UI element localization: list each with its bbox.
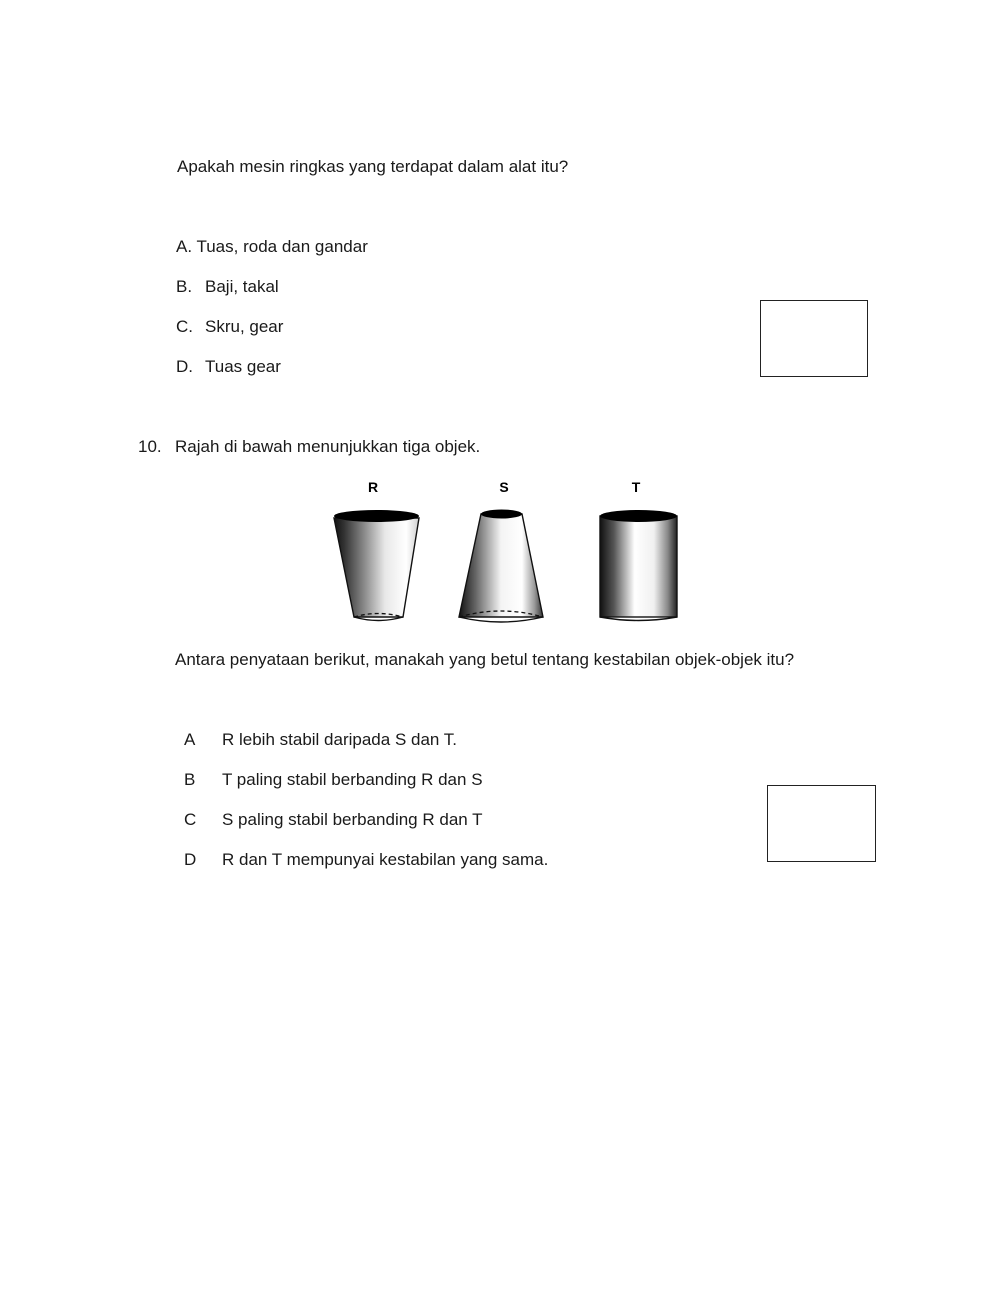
q10-answer-box[interactable] [767, 785, 876, 862]
q9-answer-box[interactable] [760, 300, 868, 377]
q10-question: Antara penyataan berikut, manakah yang betul tentang kestabilan objek-objek itu? [175, 650, 795, 669]
object-s-cone [459, 510, 543, 623]
q10-option-a-letter: A [184, 730, 196, 749]
q10-option-d-letter: D [184, 850, 197, 869]
q9-option-a: A. Tuas, roda dan gandar [176, 237, 368, 256]
q10-option-b-letter: B [184, 770, 196, 789]
q10-option-b: T paling stabil berbanding R dan S [222, 770, 483, 789]
q9-option-b: Baji, takal [205, 277, 279, 296]
q9-option-d-letter: D. [176, 357, 193, 376]
q10-option-c: S paling stabil berbanding R dan T [222, 810, 483, 829]
q10-number: 10. [138, 437, 162, 456]
q9-option-c: Skru, gear [205, 317, 284, 336]
object-t-label: T [631, 479, 641, 495]
q10-prompt: Rajah di bawah menunjukkan tiga objek. [175, 437, 481, 456]
q10-option-d: R dan T mempunyai kestabilan yang sama. [222, 850, 549, 869]
object-r-label: R [367, 479, 379, 495]
q9-option-b-letter: B. [176, 277, 193, 296]
object-r-cup [334, 510, 419, 621]
object-s-label: S [499, 479, 509, 495]
q10-objects-figure [320, 474, 700, 632]
q9-option-d: Tuas gear [205, 357, 281, 376]
object-t-cylinder [600, 510, 677, 621]
q10-option-c-letter: C [184, 810, 197, 829]
q10-option-a: R lebih stabil daripada S dan T. [222, 730, 458, 749]
q9-prompt: Apakah mesin ringkas yang terdapat dalam alat itu? [177, 157, 569, 176]
q9-option-c-letter: C. [176, 317, 193, 336]
